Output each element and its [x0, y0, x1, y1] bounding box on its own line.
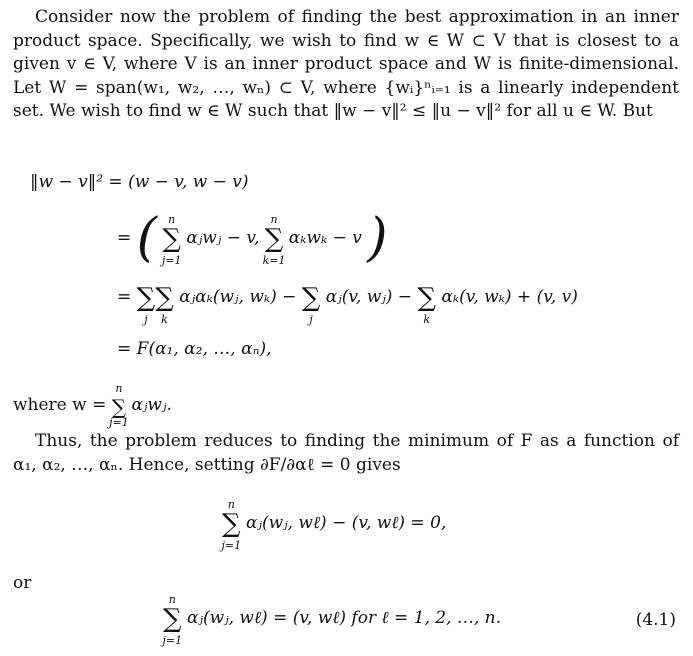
where-line: where w = ∑ n j=1 αⱼwⱼ. [13, 382, 172, 429]
equals-sign: = [117, 228, 132, 248]
equation-line-1: ‖w − v‖² = (w − v, w − v) [30, 172, 249, 192]
right-paren: ) [367, 208, 388, 268]
sum-k-2: ∑ k [417, 283, 437, 326]
equation-gives: ∑ n j=1 αⱼ(wⱼ, wℓ) − (v, wℓ) = 0, [221, 498, 447, 552]
equation-final: ∑ n j=1 αⱼ(wⱼ, wℓ) = (v, wℓ) for ℓ = 1, 2, …, n. [162, 593, 502, 647]
sum-j: ∑ n j=1 [161, 213, 182, 267]
sum-k: ∑ n k=1 [262, 213, 286, 267]
sum-term-2: αₖwₖ − v [288, 228, 362, 248]
sum-term-1: αⱼwⱼ − v, [186, 228, 260, 248]
intro-paragraph: Consider now the problem of finding the best approximation in an inner product space. Specifically, we wish to find w ∈ W ⊂ V that is closest to a given v ∈ V, where V is an inner product space and W is finite-dimensional. Let W = span(w₁, w₂, …, wₙ) ⊂ V, where {wᵢ}ⁿᵢ₌₁ is a linearly independent set. We wish to find w ∈ W such that ‖w − v‖² ≤ ‖u − v‖² for all u ∈ W. But [13, 7, 679, 121]
equation-number: (4.1) [635, 610, 676, 630]
equation-line-3: = ∑ j ∑ k αⱼαₖ(wⱼ, wₖ) − ∑ j αⱼ(v, wⱼ) − ∑ k αₖ(v, wₖ) + (v, v) [117, 283, 578, 326]
equation-line-4: = F(α₁, α₂, …, αₙ), [117, 339, 272, 359]
thus-paragraph: Thus, the problem reduces to finding the minimum of F as a function of α₁, α₂, …, αₙ. Hence, setting ∂F/∂αℓ = 0 gives [13, 431, 679, 475]
left-paren: ( [136, 208, 157, 268]
equation-line-2 [117, 208, 388, 268]
or-text: or [13, 573, 32, 593]
double-sum-j: ∑ j [136, 283, 156, 326]
double-sum-k: ∑ k [155, 283, 174, 326]
where-sum: ∑ n j=1 [109, 382, 129, 429]
sum-j-2: ∑ j [301, 283, 321, 326]
